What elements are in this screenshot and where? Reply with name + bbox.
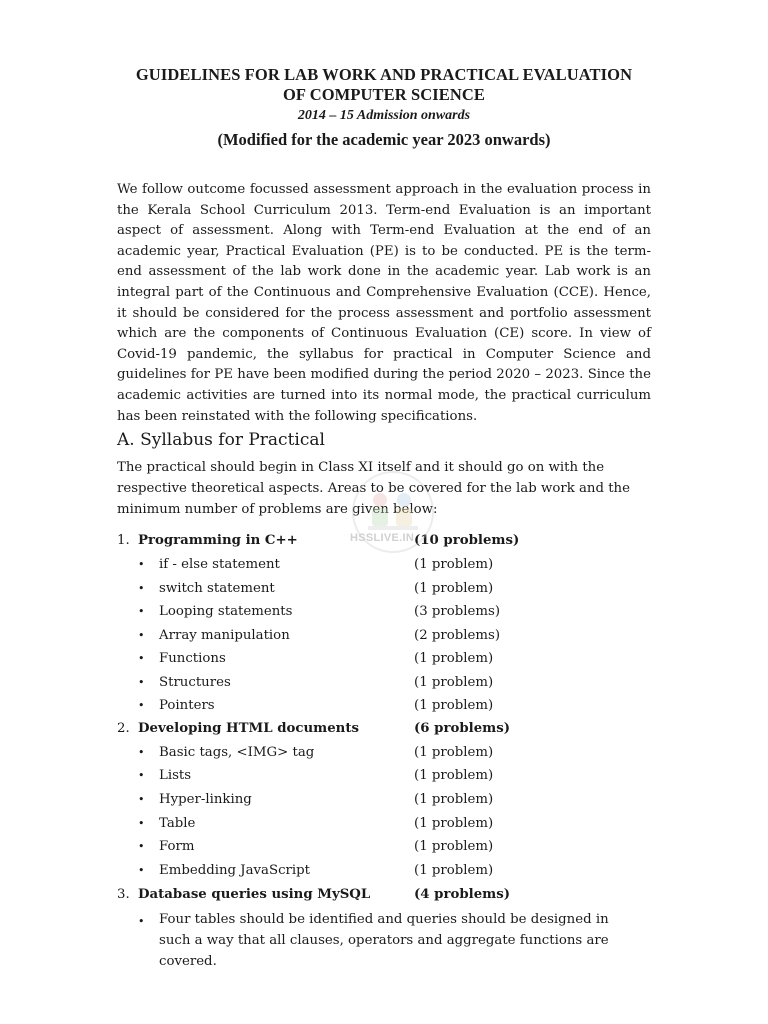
list-item [0,813,768,837]
item-label: Hyper-linking [159,792,252,807]
item-count: (2 problems) [414,628,501,643]
bullet-icon: • [138,915,145,928]
category-count: (4 problems) [414,887,510,902]
list-item [0,672,768,696]
document-title-line2: OF COMPUTER SCIENCE [282,85,486,104]
item-count: (1 problem) [414,863,494,878]
section-a-heading: A. Syllabus for Practical [117,430,325,450]
section-a-intro: The practical should begin in Class XI itself and it should go on with the respective theoretical aspects. Areas to be covered for the lab work and the minimum number of problems are given below: [117,460,630,517]
bullet-icon: • [138,769,145,782]
item-label: Structures [159,675,231,690]
item-label: Array manipulation [159,628,290,643]
item-label: Table [159,816,196,831]
category-label: Developing HTML documents [138,721,359,736]
bullet-icon: • [138,558,145,571]
list-item [0,742,768,766]
item-label: Embedding JavaScript [159,863,310,878]
category-count: (10 problems) [414,533,520,548]
item-count: (1 problem) [414,745,494,760]
watermark-text: HSSLIVE.IN [350,532,415,544]
item-label: Functions [159,651,226,666]
list-item [0,860,768,884]
hsslive-watermark [348,470,438,570]
item-count: (1 problem) [414,839,494,854]
bullet-icon: • [138,699,145,712]
item-label: switch statement [159,581,275,596]
bullet-icon: • [138,676,145,689]
list-item [0,625,768,649]
hsslive-logo-icon [348,470,438,570]
list-item [0,789,768,813]
category-number: 2. [117,721,130,736]
item-count: (1 problem) [414,768,494,783]
item-count: (1 problem) [414,792,494,807]
item-count: (1 problem) [414,816,494,831]
list-item [0,836,768,860]
item-count: (1 problem) [414,581,494,596]
bullet-icon: • [138,840,145,853]
bullet-icon: • [138,864,145,877]
bullet-icon: • [138,746,145,759]
category-row-mysql [0,884,768,908]
bullet-icon: • [138,629,145,642]
category-count: (6 problems) [414,721,510,736]
category-number: 3. [117,887,130,902]
item-count: (1 problem) [414,557,494,572]
list-item [0,648,768,672]
list-item [0,601,768,625]
admission-subtitle: 2014 – 15 Admission onwards [297,108,471,123]
bullet-icon: • [138,605,145,618]
bullet-icon: • [138,582,145,595]
item-label: Pointers [159,698,215,713]
list-item [0,765,768,789]
item-label: Lists [159,768,192,783]
list-item [0,695,768,719]
item-label: Basic tags, <IMG> tag [159,745,315,760]
item-label: Looping statements [159,604,293,619]
modified-note: (Modified for the academic year 2023 onwards) [217,130,551,149]
list-item [0,578,768,602]
item-label: if - else statement [159,557,280,572]
category-label: Database queries using MySQL [138,887,371,902]
bullet-icon: • [138,793,145,806]
item-count: (1 problem) [414,698,494,713]
item-count: (1 problem) [414,651,494,666]
item-count: (3 problems) [414,604,501,619]
category-label: Programming in C++ [138,533,298,548]
item-count: (1 problem) [414,675,494,690]
bullet-icon: • [138,817,145,830]
item-label: Form [159,839,195,854]
intro-paragraph: We follow outcome focussed assessment approach in the evaluation process in the Kerala School Curriculum 2013. Term-end Evaluation is an important aspect of assessment. Along with Term-end Evaluation at the end of an academic year, Practical Evaluation (PE) is to be conducted. PE is the term-end assessment of the lab work done in the academic year. Lab work is an integral part of the Continuous and Comprehensive Evaluation (CCE). Hence, it should be considered for the process assessment and portfolio assessment which are the components of Continuous Evaluation (CE) score. In view of Covid-19 pandemic, the syllabus for practical in Computer Science and guidelines for PE have been modified during the period 2020 – 2023. Since the academic activities are turned into its normal mode, the practical curriculum has been reinstated with the following specifications. [117,182,651,424]
bullet-icon: • [138,652,145,665]
mysql-note-text: Four tables should be identified and queries should be designed in such a way that all clauses, operators and aggregate functions are covered. [159,912,609,969]
document-title-line1: GUIDELINES FOR LAB WORK AND PRACTICAL EVALUATION [135,65,633,84]
category-number: 1. [117,533,130,548]
category-row-html [0,718,768,742]
